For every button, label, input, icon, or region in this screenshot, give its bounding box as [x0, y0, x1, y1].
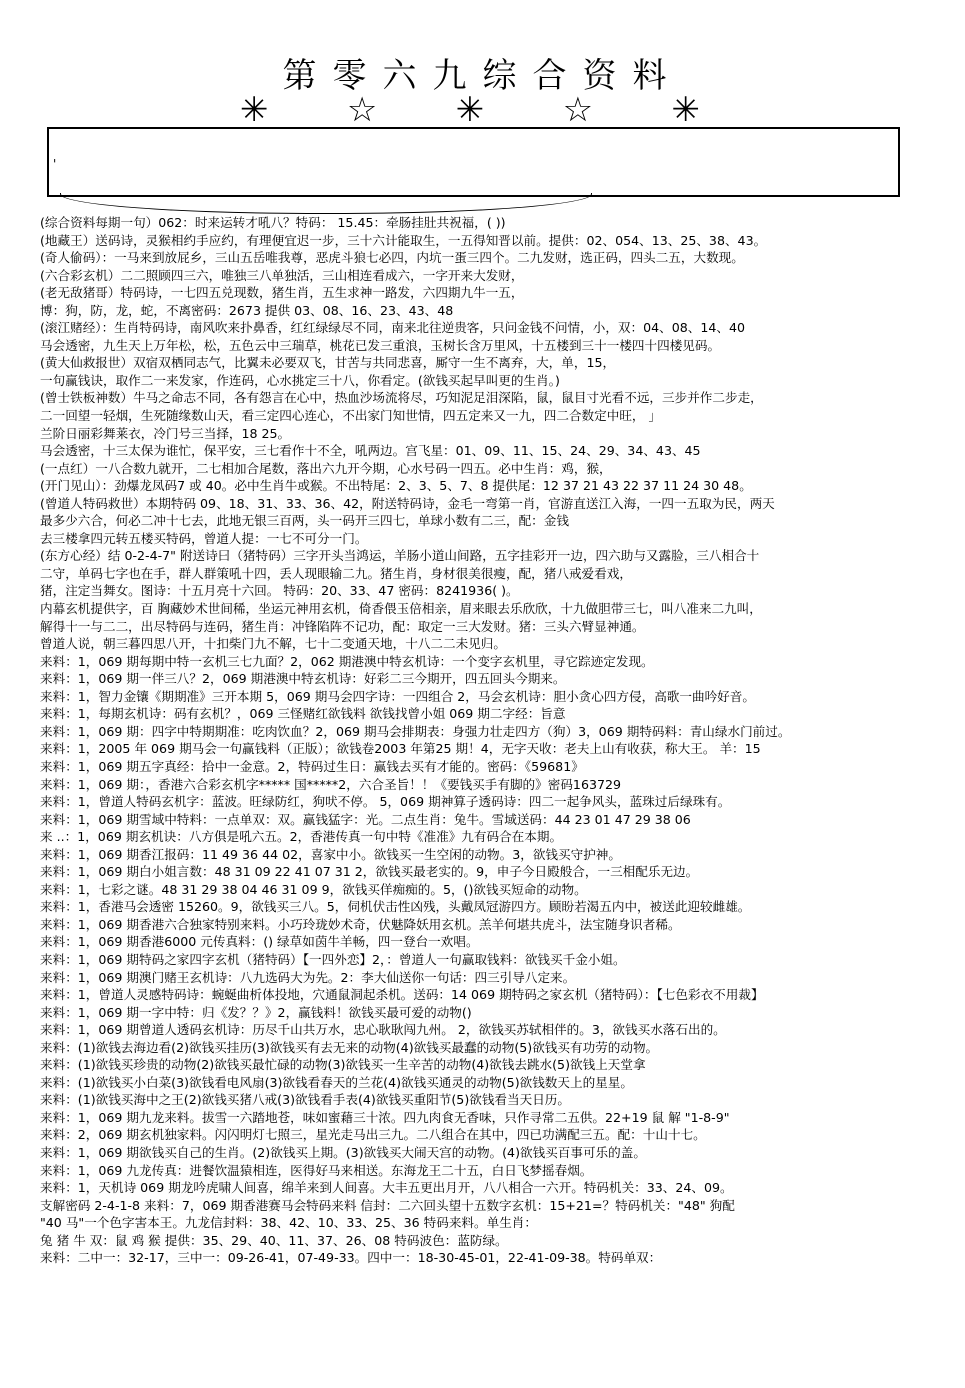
asterisk-star-icon: ✳: [671, 90, 700, 130]
star-row: [240, 92, 700, 128]
text-line: 博：狗，防，龙，蛇，不离密码：2673 提供 03、08、16、23、43、48: [40, 302, 454, 318]
text-line: (黄大仙救报世）双宿双栖同志气，比翼未必要双飞，甘苦与共同悲喜，厮守一生不离弃，大，单，15，: [40, 355, 616, 371]
text-line: 来料：1，069 期：四字中特期期准：吃肉饮血？2，069 期马会排期表：身强力壮走四方（狗）3，069 期特码料：青山绿水门前过。: [40, 723, 791, 739]
text-line: (滚江赌经）：生肖特码诗，南风吹来扑鼻香，红红绿绿尽不同，南来北往逆贵客，只问金钱不问情，小，双：04、08、14、40: [40, 320, 745, 336]
outline-star-icon: ☆: [562, 90, 594, 130]
text-line: 兔 猪 牛 双：鼠 鸡 猴 提供：35、29、40、11、37、26、08 特码波色：蓝防绿。: [40, 1232, 508, 1248]
text-line: 来料：1，069 期香江报码：11 49 36 44 02，喜家中小。欲钱买一生空闲的动物。3，欲钱买守护神。: [40, 846, 621, 862]
text-line: 来料：1，069 期特码之家四字玄机（猪特码）【一四外恋】2，：曾道人一句赢取钱料：欲钱买千金小姐。: [40, 951, 626, 967]
text-line: 来料：1，2005 年 069 期马会一句赢钱料（正版）；欲钱卷2003 年第25 期！4，无字天收：老夫上山有收获，称大王。 羊：15: [40, 741, 761, 757]
text-line: 来料：二中一：32-17，三中一：09-26-41，07-49-33。四中一：18-30-45-01，22-41-09-38。特码单双：: [40, 1250, 662, 1266]
text-line: (地藏王）送码诗，灵猴相约手应约，有理便宜迟一步，三十六计能取生，一五得知晋以前。提供：02、054、13、25、38、43。: [40, 232, 767, 248]
text-line: "40 马"一个色字害本王。九龙信封料：38、42、10、33、25、36 特码来料。单生肖：: [40, 1215, 537, 1231]
asterisk-star-icon: ✳: [455, 90, 485, 130]
text-line: 来料：1，曾道人特码玄机字：蓝波。旺绿防红，狗吠不停。 5，069 期神算子透码诗：四二一起争风头，蓝珠过后绿珠有。: [40, 794, 731, 810]
text-line: 来料：1，069 期白小姐言数：48 31 09 22 41 07 31 2，欲钱买最老实的。9，申子今日殿般合，一三相配乐无边。: [40, 864, 699, 880]
text-line: 来料：1，天机诗 069 期龙吟虎啸人间喜，绵羊来到人间喜。大丰五更出月开，八八相合一六开。特码机关：33、24、09。: [40, 1180, 733, 1196]
text-line: (奇人偷码）：一马来到放屁乡，三山五岳唯我尊，恶虎斗狼七必四，内坑一蛋三四个。二九发财，选正码，四头二五，大数现。: [40, 250, 744, 266]
text-line: 二一回望一轻烟，生死随缘数山天，看三定四心连心，不出家门知世情，四五定来又一九，四二合数定中旺， 」: [40, 408, 662, 424]
text-line: 来料：1，069 期香港六合独家特别来料。小巧玲珑妙术奇，伏魅降妖用玄机。羔羊何堪共虎斗，法宝随身识者稀。: [40, 916, 681, 932]
text-line: (东方心经）结 0-2-4-7" 附送诗曰（猪特码）三字开头当鸿运，羊肠小道山间路，五字挂彩开一边，四六助与又露脸，三八相合十: [40, 548, 760, 564]
text-line: 来料：1，069 期：，香港六合彩玄机字***** 国*****2，六合圣旨！！《要钱买手有脚的》密码163729: [40, 776, 622, 792]
text-line: 来料：1，069 期欲钱买自己的生肖。(2)欲钱买上期。(3)欲钱买大闹天宫的动物。(4)欲钱买百事可乐的盖。: [40, 1144, 646, 1160]
text-line: 二守，单码七字也在手，群人群策吼十四，丢人现眼输二九。猪生肖，身材很美很瘦，配，猪八戒爱看戏，: [40, 565, 632, 581]
text-line: 最多少六合，何必二冲十七去，此地无银三百两，头一码开三四七，单球小数有二三，配：金钱: [40, 513, 569, 529]
text-line: 来料：2，069 期玄机独家料。闪闪明灯七照三，星光走马出三九。二八组合在其中，四已功满配三五。配：十山十七。: [40, 1127, 706, 1143]
page-title: 第零六九综合资料: [282, 56, 683, 96]
text-line: 来料：1，069 期雪域中特料：一点单双：双。赢钱猛字：光。二点生肖：兔牛。雪域送码：44 23 01 47 29 38 06: [40, 811, 691, 827]
text-line: 来料：1，069 期香港6000 元传真料：() 绿草如茵牛羊畅，四一登台一欢唱。: [40, 934, 479, 950]
text-line: (综合资料每期一句）062：时来运转才吼八？特码： 15.45：牵肠挂肚共祝福，( )): [40, 215, 506, 230]
banner-tick-mark: ': [53, 157, 57, 171]
text-line: (老无敌猪哥）特码诗，一七四五兑现数，猪生肖，五生求神一路发，六四期九牛一五，: [40, 285, 524, 301]
asterisk-star-icon: ✳: [240, 90, 269, 130]
text-line: 马会透密，九生天上万年松，松，五色云中三瑞草，桃花已发三重浪，玉树长含万里风，十五楼到三十一楼四十四楼见码。: [40, 337, 721, 353]
text-line: 来料：1，七彩之谜。48 31 29 38 04 46 31 09 9，欲钱买佯痴痴的。5，()欲钱买短命的动物。: [40, 881, 587, 897]
text-line: 一句赢钱诀，取作二一来发家，作连码，心水挑定三十八，你看定。(欲钱买起早叫更的生肖。): [40, 372, 560, 388]
text-line: 来料：1，069 期五字真经：拾中一金意。2，特码过生日：赢钱去买有才能的。密码：《59681》: [40, 758, 584, 774]
text-line: 来料：1，069 期曾道人透码玄机诗：历尽千山共万水，忠心耿耿闯九州。 2，欲钱买苏轼相伴的。3，欲钱买水落石出的。: [40, 1022, 726, 1038]
text-line: (一点红）一八合数九就开，二七相加合尾数，落出六九开今期，心水号码一四五。必中生肖：鸡，猴，: [40, 460, 612, 476]
text-line: 来料：1，069 期澳门赌王玄机诗：八九选码大为先。2：李大仙送你一句话：四三引导八定来。: [40, 969, 576, 985]
text-line: 支解密码 2-4-1-8 来料：7，069 期香港赛马会特码来料 信封：二六回头望十五数字玄机：15+21=？特码机关："48" 狗配: [40, 1197, 735, 1213]
text-line: (曾士铁板神数）牛马之命志不同，各有怨言在心中，热血沙场流将尽，巧知泥足泪深陷，鼠，鼠目寸光看不远，三步并作二步走，: [40, 390, 763, 406]
text-line: 猪，注定当舞女。图诗：十五月亮十六回。 特码：20、33、47 密码：8241936( )。: [40, 583, 519, 599]
text-line: 马会透密，十三太保为谁忙，保平安，三七看作十不全，吼两边。宫飞星：01、09、11、15、24、29、34、43、45: [40, 443, 701, 459]
text-line: 来料：1，曾道人灵感特码诗：蜿蜒曲析体投地，穴通鼠洞起杀机。送码：14 069 期特码之家玄机（猪特码）：【七色彩衣不用裁】: [40, 987, 764, 1003]
text-line: 来 ..：1，069 期玄机诀：八方俱是吼六五。2，香港传真一句中特《准准》九有码合在本期。: [40, 829, 563, 845]
text-line: 来料：1，069 期一字中特：归《发？？》2，赢钱料！欲钱买最可爱的动物(): [40, 1004, 472, 1020]
text-line: 来料：1，069 期一伴三八？2，069 期港澳中特玄机诗：好彩二三今期开，四五回头今期来。: [40, 671, 566, 687]
banner-oval: [60, 193, 592, 214]
text-line: 来料：1，069 期九龙来料。拔雪一六踏地苍，味如蜜藉三十浓。四九肉食无香味，只作寻常二五供。22+19 鼠 解 "1-8-9": [40, 1109, 730, 1125]
banner-box: [47, 127, 900, 197]
outline-star-icon: ☆: [346, 90, 378, 130]
text-line: 去三楼拿四元转五楼买特码，曾道人提：一七不可分一门。: [40, 530, 368, 546]
content-body: [40, 214, 925, 1267]
text-line: 曾道人说，朝三暮四思八开，十扣柴门九不解，七十二变通天地，十八二二未见归。: [40, 636, 506, 652]
text-line: 内幕玄机提供字，百 胸藏妙术世间稀，坐运元神用玄机，倚香偎玉倍相亲，眉来眼去乐欣欣，十九做胆带三七，叫八准来二九叫，: [40, 601, 762, 617]
text-line: 来料：(1)欲钱买海中之王(2)欲钱买猪八戒(3)欲钱看手表(4)欲钱买重阳节(5)欲钱看当天日历。: [40, 1092, 570, 1108]
text-line: 来料：1，每期玄机诗：码有玄机？，069 三怪赌红欲钱料 欲钱找曾小姐 069 期二字经：旨意: [40, 706, 566, 722]
text-line: 来料：(1)欲钱买珍贵的动物(2)欲钱买最忙碌的动物(3)欲钱买一生辛苦的动物(4)欲钱去跳水(5)欲钱上天堂拿: [40, 1057, 646, 1073]
text-line: 解得十一与二二，出尽特码与连码，猪生肖：冲锋陷阵不记功，配：取定一三大发财。猪：三头六臂显神通。: [40, 618, 645, 634]
text-line: 来料：1，香港马会透密 15260。9，欲钱买三八。5，伺机伏击性凶残，头戴凤冠游四方。顾盼若渴五内中，被送此迎较雌雄。: [40, 899, 751, 915]
text-line: 来料：1，智力金镶《期期准》三开本期 5，069 期马会四字诗：一四组合 2，马会玄机诗：胆小贪心四方侵，高歌一曲吟好音。: [40, 688, 755, 704]
text-line: 来料：(1)欲钱去海边看(2)欲钱买挂历(3)欲钱买有去无来的动物(4)欲钱买最蠢的动物(5)欲钱买有功劳的动物。: [40, 1039, 659, 1055]
text-line: (开门见山）：劲爆龙凤码7 或 40。必中生肖牛或猴。不出特尾：2、3、5、7、8 提供尾：12 37 21 43 22 37 11 24 30 48。: [40, 478, 752, 494]
text-line: 兰阶日丽彩舞莱衣，冷门号三当择，18 25。: [40, 425, 291, 441]
text-line: 来料：(1)欲钱买小白菜(3)欲钱看电风扇(3)欲钱看春天的兰花(4)欲钱买通灵的动物(5)欲钱数天上的星星。: [40, 1074, 633, 1090]
text-line: (六合彩玄机）二二照顾四三六，唯独三八单独活，三山相连看成六，一字开来大发财，: [40, 267, 524, 283]
text-line: 来料：1，069 九龙传真：进餐饮温猿相连，医得好马来相送。东海龙王二十五，白日飞梦摇春烟。: [40, 1162, 593, 1178]
text-line: 来料：1，069 期每期中特一玄机三七九面？2，062 期港澳中特玄机诗：一个变字玄机里，寻它踪迹定发现。: [40, 653, 654, 669]
text-line: (曾道人特码救世）本期特码 09、18、31、33、36、42，附送特码诗，金毛一弯第一肖，官游直送江入海，一四一五取为民，两天: [40, 495, 775, 511]
